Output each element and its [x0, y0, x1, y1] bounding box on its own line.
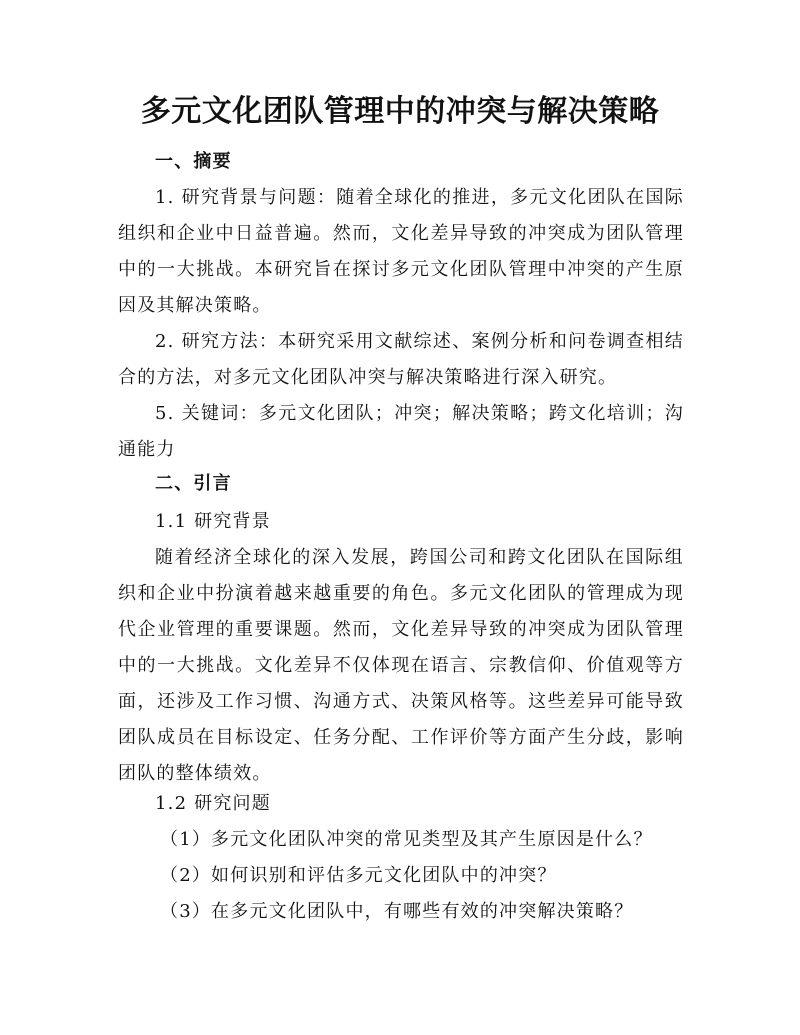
abstract-paragraph-background: 1. 研究背景与问题：随着全球化的推进，多元文化团队在国际组织和企业中日益普遍。然而，文化差异导致的冲突成为团队管理中的一大挑战。本研究旨在探讨多元文化团队管理中冲突的产生原因及其解决策略。	[118, 187, 684, 316]
questions-subheading: 1.2 研究问题	[155, 793, 271, 814]
background-subheading: 1.1 研究背景	[155, 511, 271, 532]
background-paragraph: 随着经济全球化的深入发展，跨国公司和跨文化团队在国际组织和企业中扮演着越来越重要的角色。多元文化团队的管理成为现代企业管理的重要课题。然而，文化差异导致的冲突成为团队管理中的一大挑战。文化差异不仅体现在语言、宗教信仰、价值观等方面，还涉及工作习惯、沟通方式、决策风格等。这些差异可能导致团队成员在目标设定、任务分配、工作评价等方面产生分歧，影响团队的整体绩效。	[118, 547, 684, 784]
research-question: （1）多元文化团队冲突的常见类型及其产生原因是什么？	[160, 829, 653, 850]
abstract-paragraph-keywords: 5. 关键词：多元文化团队；冲突；解决策略；跨文化培训；沟通能力	[118, 403, 684, 460]
document-title: 多元文化团队管理中的冲突与解决策略	[140, 94, 660, 129]
research-question: （3）在多元文化团队中，有哪些有效的冲突解决策略？	[160, 901, 634, 922]
research-question: （2）如何识别和评估多元文化团队中的冲突？	[160, 865, 557, 886]
introduction-heading: 二、引言	[155, 473, 232, 494]
abstract-paragraph-method: 2. 研究方法：本研究采用文献综述、案例分析和问卷调查相结合的方法，对多元文化团队冲突与解决策略进行深入研究。	[118, 331, 684, 388]
abstract-heading: 一、摘要	[155, 151, 232, 172]
